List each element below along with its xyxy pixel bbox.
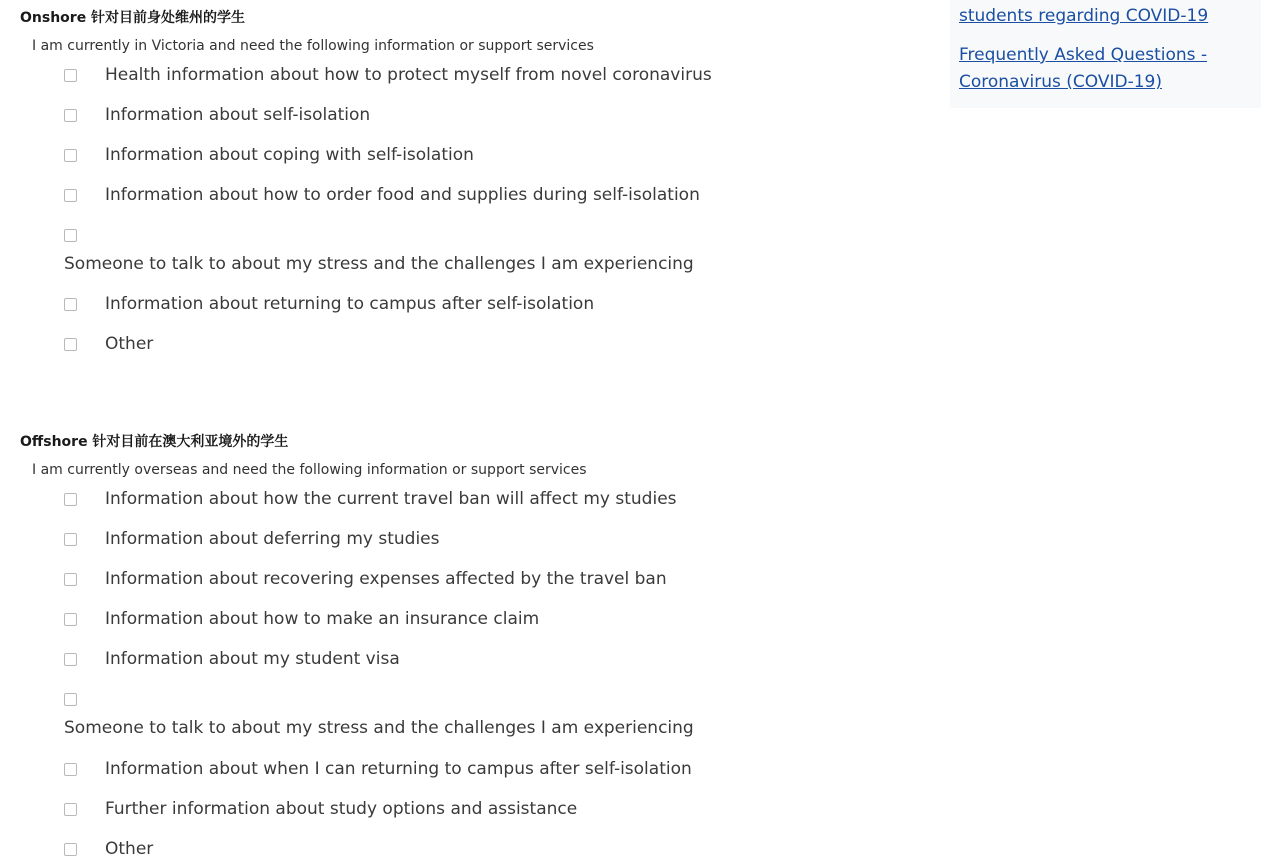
sidebar-links (950, 0, 1261, 108)
link-text-line2[interactable]: Coronavirus (COVID-19) (959, 72, 1163, 92)
checkbox[interactable] (64, 493, 77, 506)
option-label[interactable]: Information about recovering expenses affected by the travel ban (105, 569, 667, 589)
option-label[interactable]: Other (105, 334, 154, 354)
option-label[interactable]: Someone to talk to about my stress and the challenges I am experiencing (64, 718, 694, 738)
offshore-description: I am currently overseas and need the following information or support services (32, 462, 587, 478)
option-label[interactable]: Further information about study options and assistance (105, 799, 578, 819)
checkbox[interactable] (64, 653, 77, 666)
checkbox[interactable] (64, 109, 77, 122)
option-label[interactable]: Someone to talk to about my stress and the challenges I am experiencing (64, 254, 694, 274)
checkbox[interactable] (64, 693, 77, 706)
option-label[interactable]: Health information about how to protect myself from novel coronavirus (105, 65, 712, 85)
checkbox[interactable] (64, 189, 77, 202)
option-label[interactable]: Information about coping with self-isolation (105, 145, 474, 165)
link-text-line1[interactable]: Frequently Asked Questions - (959, 45, 1208, 65)
offshore-title: Offshore 针对目前在澳大利亚境外的学生 (20, 434, 289, 450)
option-label[interactable]: Information about deferring my studies (105, 529, 440, 549)
checkbox[interactable] (64, 149, 77, 162)
checkbox[interactable] (64, 573, 77, 586)
onshore-title: Onshore 针对目前身处维州的学生 (20, 10, 246, 26)
onshore-description: I am currently in Victoria and need the following information or support services (32, 38, 594, 54)
option-label[interactable]: Information about how to order food and supplies during self-isolation (105, 185, 700, 205)
link-students-covid[interactable] (959, 3, 1208, 30)
checkbox[interactable] (64, 298, 77, 311)
link-faq-covid[interactable] (959, 42, 1207, 96)
checkbox[interactable] (64, 69, 77, 82)
link-text[interactable]: students regarding COVID-19 (959, 6, 1209, 26)
checkbox[interactable] (64, 338, 77, 351)
option-label[interactable]: Information about how the current travel ban will affect my studies (105, 489, 677, 509)
option-label[interactable]: Information about returning to campus after self-isolation (105, 294, 595, 314)
checkbox[interactable] (64, 803, 77, 816)
option-label[interactable]: Other (105, 839, 154, 859)
option-label[interactable]: Information about when I can returning to campus after self-isolation (105, 759, 692, 779)
checkbox[interactable] (64, 613, 77, 626)
option-label[interactable]: Information about my student visa (105, 649, 400, 669)
checkbox[interactable] (64, 843, 77, 856)
checkbox[interactable] (64, 763, 77, 776)
checkbox[interactable] (64, 533, 77, 546)
option-label[interactable]: Information about self-isolation (105, 105, 371, 125)
option-label[interactable]: Information about how to make an insurance claim (105, 609, 540, 629)
checkbox[interactable] (64, 229, 77, 242)
